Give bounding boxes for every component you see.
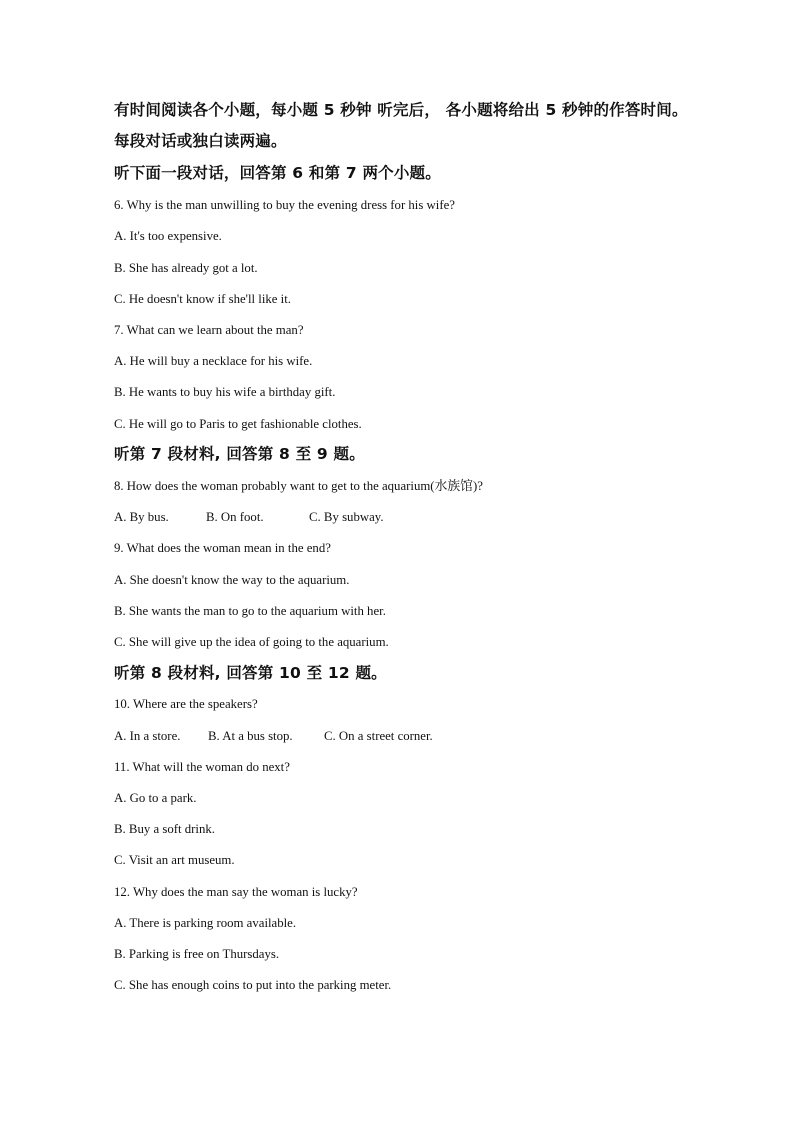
answer-option: B. On foot. <box>206 510 264 524</box>
answer-option: B. She wants the man to go to the aquarium with her. <box>114 604 386 618</box>
question-stem: 11. What will the woman do next? <box>114 760 290 774</box>
question-stem: 7. What can we learn about the man? <box>114 323 304 337</box>
answer-option: B. At a bus stop. <box>208 729 293 743</box>
answer-option: B. Parking is free on Thursdays. <box>114 947 280 961</box>
question-stem: 8. How does the woman probably want to get to the aquarium(水族馆)? <box>114 479 483 493</box>
answer-option: A. It's too expensive. <box>114 229 222 243</box>
answer-option: B. He wants to buy his wife a birthday gift. <box>114 385 336 399</box>
question-stem: 12. Why does the man say the woman is lucky? <box>114 885 358 899</box>
answer-option: C. He will go to Paris to get fashionable clothes. <box>114 417 362 431</box>
answer-option: C. She will give up the idea of going to the aquarium. <box>114 635 389 649</box>
answer-options-row <box>114 511 384 524</box>
instruction-line-1: 有时间阅读各个小题，每小题 5 秒钟 听完后， 各小题将给出 5 秒钟的作答时间。 <box>114 101 688 119</box>
question-stem: 9. What does the woman mean in the end? <box>114 541 331 555</box>
answer-option: B. Buy a soft drink. <box>114 822 215 836</box>
question-stem: 10. Where are the speakers? <box>114 697 258 711</box>
section-heading: 听下面一段对话，回答第 6 和第 7 两个小题。 <box>114 164 441 182</box>
answer-option: C. On a street corner. <box>324 729 433 743</box>
answer-option: A. Go to a park. <box>114 791 197 805</box>
answer-option: A. He will buy a necklace for his wife. <box>114 354 313 368</box>
answer-option: C. He doesn't know if she'll like it. <box>114 292 291 306</box>
answer-option: A. By bus. <box>114 510 169 524</box>
answer-option: C. She has enough coins to put into the parking meter. <box>114 978 392 992</box>
section-heading: 听第 8 段材料, 回答第 10 至 12 题。 <box>114 664 387 682</box>
answer-option: A. She doesn't know the way to the aquarium. <box>114 573 350 587</box>
section-heading: 听第 7 段材料, 回答第 8 至 9 题。 <box>114 445 365 463</box>
answer-options-row <box>114 730 433 743</box>
answer-option: C. By subway. <box>309 510 384 524</box>
instruction-line-2: 每段对话或独白读两遍。 <box>114 132 287 150</box>
answer-option: B. She has already got a lot. <box>114 261 258 275</box>
answer-option: A. In a store. <box>114 729 181 743</box>
answer-option: A. There is parking room available. <box>114 916 297 930</box>
question-stem: 6. Why is the man unwilling to buy the evening dress for his wife? <box>114 198 455 212</box>
answer-option: C. Visit an art museum. <box>114 853 235 867</box>
